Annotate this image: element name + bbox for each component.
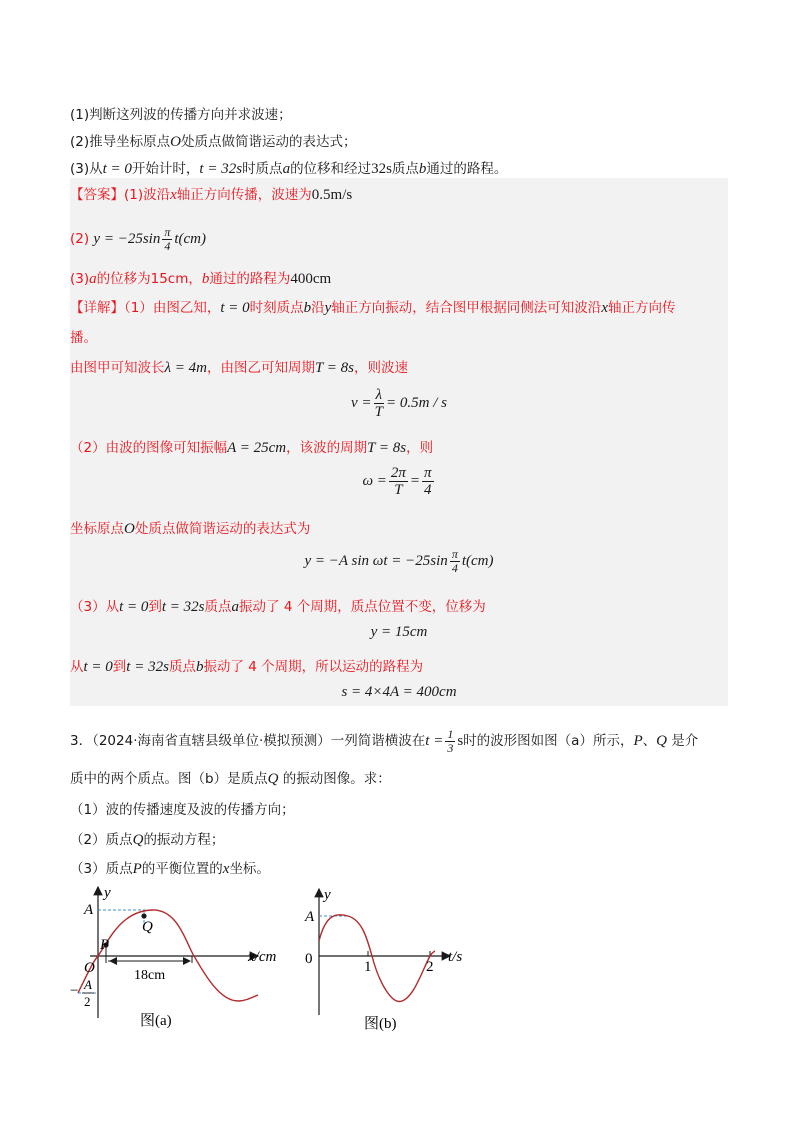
answer-fraction: $\frac{\pi}{4}$ (164, 224, 171, 253)
problem3-sub-1: （1）波的传播速度及波的传播方向； (70, 802, 295, 818)
detail-line-6: 从t = 0到t = 32s质点b振动了 4 个周期，所以运动的路程为 (70, 659, 424, 675)
equation-y15: y = 15cm (370, 624, 428, 640)
figure-b-vibration-graph (302, 883, 482, 1035)
figure-b-A-label: A (305, 909, 315, 925)
detail-line-2: 由图甲可知波长λ = 4m，由图乙可知周期T = 8s，则波速 (70, 360, 408, 376)
figure-b-curve (319, 915, 435, 1002)
figure-a-dist-label: 18cm (134, 968, 166, 983)
figure-b-zero-label: 0 (305, 951, 313, 967)
figure-a-y-label: y (104, 885, 111, 901)
figure-a-O-label: O (84, 960, 95, 976)
answer-line-1: 【答案】(1)波沿x轴正方向传播，波速为0.5m/s (70, 187, 353, 203)
problem3-line-2: 质中的两个质点。图（b）是质点Q 的振动图像。求： (70, 771, 391, 787)
figure-a-half-den: 2 (84, 994, 91, 1009)
prev-question-2: (2)推导坐标原点O处质点做简谐运动的表达式； (70, 134, 357, 150)
detail-line-5: （3）从t = 0到t = 32s质点a振动了 4 个周期，质点位置不变，位移为 (70, 599, 486, 615)
equation-displacement: y = −A sin ωt = −25sin $\frac{\pi}{4}$ t(cm) (304, 547, 494, 575)
prev-question-3: (3)从t = 0开始计时，t = 32s时质点a的位移和经过32s质点b通过的路程。 (70, 161, 508, 177)
figure-a-P-label: P (100, 937, 110, 953)
equation-omega: ω = $\frac{2\pi}{T}$ = $\frac{\pi}{4}$ (362, 465, 432, 498)
figure-b-caption: 图(b) (364, 1016, 397, 1032)
detail-line-1: 【详解】（1）由图乙知，t = 0时刻质点b沿y轴正方向振动，结合图甲根据同侧法可知波沿x轴正方向传 (70, 300, 676, 316)
figure-b-y-label: y (324, 887, 331, 903)
detail-line-4: 坐标原点O处质点做简谐运动的表达式为 (70, 521, 311, 537)
figure-a-caption: 图(a) (140, 1013, 172, 1029)
figure-a-minus: − (70, 983, 79, 999)
answer-line-2: (2) y = −25sin $\frac{\pi}{4}$ t(cm) (70, 224, 207, 253)
problem3-sub-2: （2）质点Q的振动方程； (70, 832, 225, 848)
figure-b-tick-2-label: 2 (426, 959, 434, 975)
problem3-line-1: 3．（2024·海南省直辖县级单位·模拟预测）一列简谐横波在t = $\frac{1}{3}$ s时的波形图如图（a）所示，P、Q 是介 (70, 726, 699, 755)
figure-a-wave-graph (70, 883, 290, 1033)
equation-velocity: v = $\frac{\lambda}{T}$ = 0.5m / s (351, 387, 447, 420)
detail-line-1b: 播。 (70, 330, 97, 346)
figure-b-tick-1-label: 1 (364, 959, 372, 975)
figure-a-A-label: A (84, 902, 94, 918)
figure-a-x-label: x/cm (248, 949, 277, 965)
answer-line-3: (3)a的位移为15cm，b通过的路程为400cm (70, 271, 332, 287)
detail-line-3: （2）由波的图像可知振幅A = 25cm，该波的周期T = 8s，则 (70, 440, 434, 456)
prev-question-1: (1)判断这列波的传播方向并求波速； (70, 107, 292, 123)
figure-b-t-label: t/s (448, 949, 463, 965)
problem3-sub-3: （3）质点P的平衡位置的x坐标。 (70, 861, 270, 877)
figure-a-point-Q (141, 913, 146, 918)
figure-a-half-num: A (84, 977, 92, 992)
figure-a-Q-label: Q (142, 919, 153, 935)
equation-path: s = 4×4A = 400cm (341, 684, 457, 700)
